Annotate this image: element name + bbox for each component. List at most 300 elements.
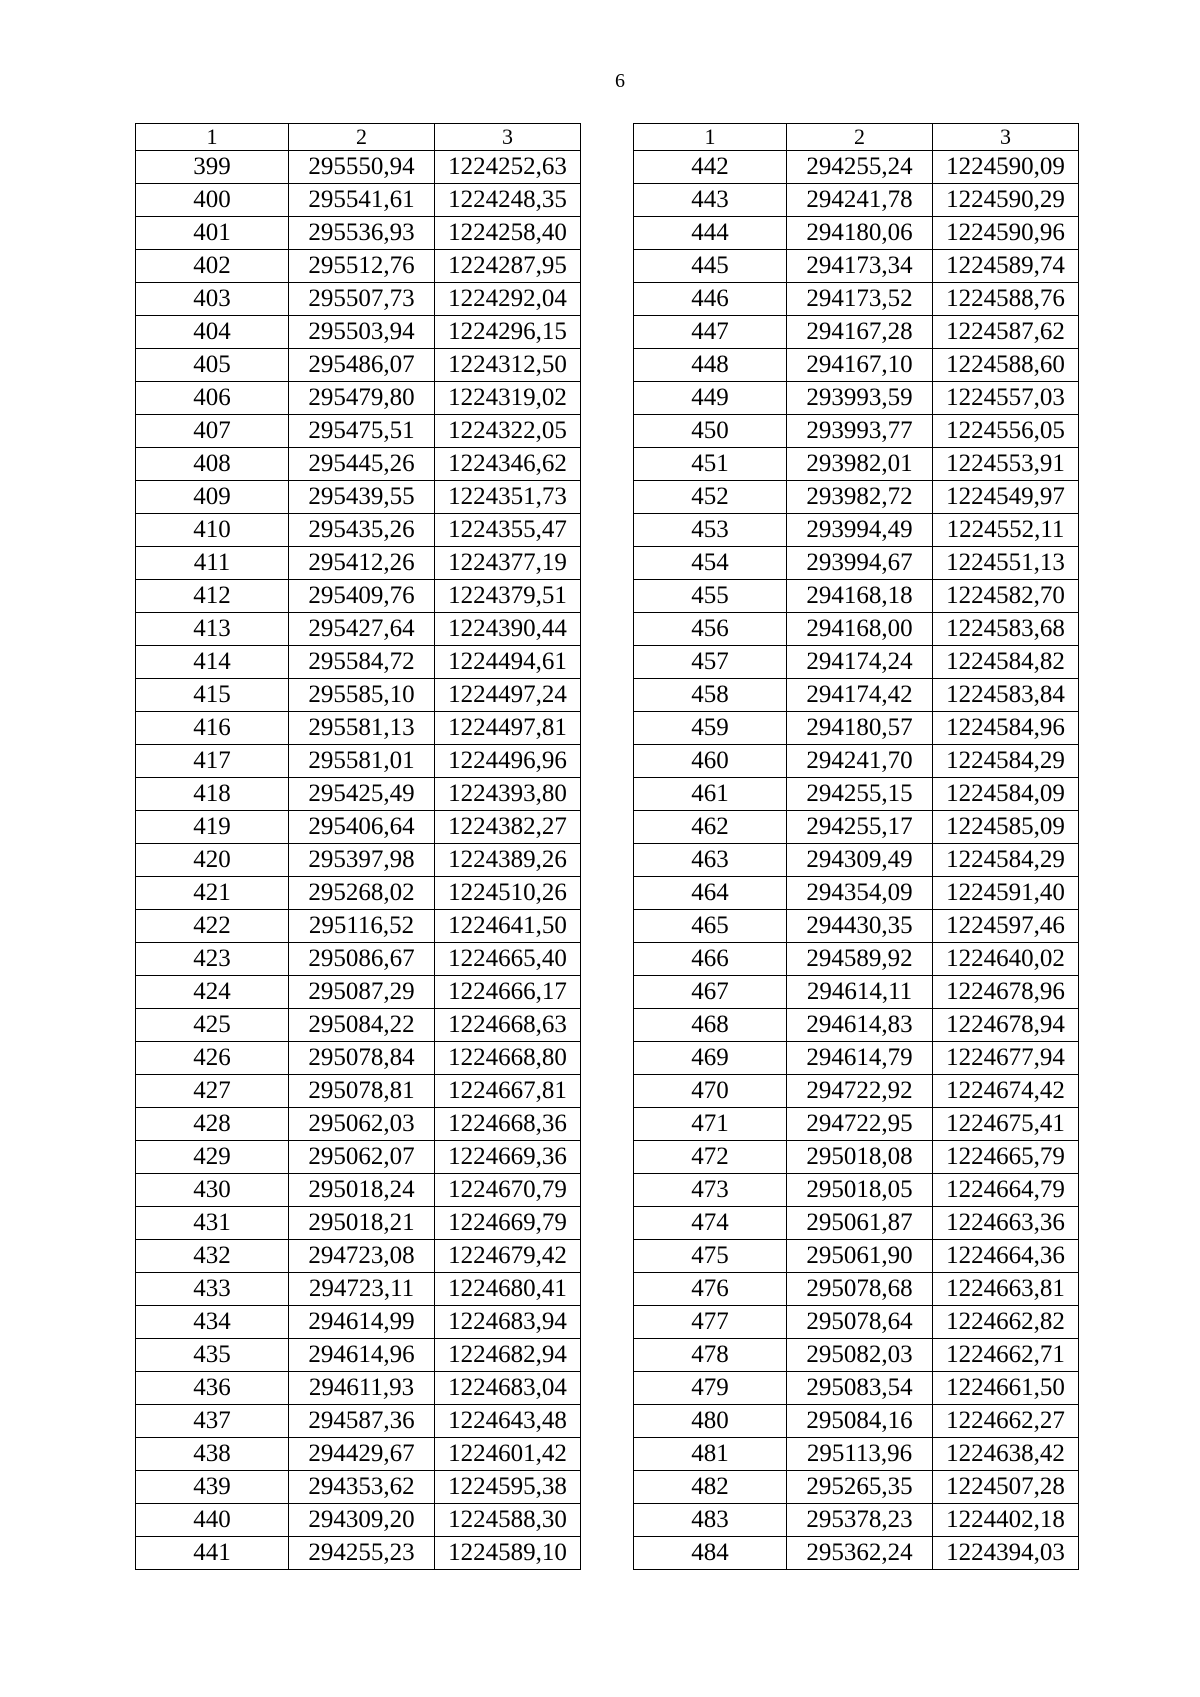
point-number-cell: 404: [136, 316, 289, 349]
x-coordinate-cell: 295486,07: [289, 349, 435, 382]
x-coordinate-cell: 295409,76: [289, 580, 435, 613]
point-number-cell: 446: [634, 283, 787, 316]
y-coordinate-cell: 1224662,82: [933, 1306, 1079, 1339]
table-row: [634, 877, 1079, 910]
table-row: [136, 1339, 581, 1372]
point-number-cell: 437: [136, 1405, 289, 1438]
point-number-cell: 441: [136, 1537, 289, 1570]
y-coordinate-cell: 1224584,96: [933, 712, 1079, 745]
x-coordinate-cell: 294353,62: [289, 1471, 435, 1504]
y-coordinate-cell: 1224595,38: [435, 1471, 581, 1504]
table-row: [634, 1273, 1079, 1306]
x-coordinate-cell: 295084,16: [787, 1405, 933, 1438]
x-coordinate-cell: 295084,22: [289, 1009, 435, 1042]
table-row: [136, 1075, 581, 1108]
y-coordinate-cell: 1224665,79: [933, 1141, 1079, 1174]
point-number-cell: 434: [136, 1306, 289, 1339]
table-row: [136, 1174, 581, 1207]
point-number-cell: 460: [634, 745, 787, 778]
y-coordinate-cell: 1224583,84: [933, 679, 1079, 712]
point-number-cell: 454: [634, 547, 787, 580]
table-row: [634, 613, 1079, 646]
x-coordinate-cell: 294167,28: [787, 316, 933, 349]
table-row: [634, 778, 1079, 811]
y-coordinate-cell: 1224664,79: [933, 1174, 1079, 1207]
point-number-cell: 432: [136, 1240, 289, 1273]
x-coordinate-cell: 295078,84: [289, 1042, 435, 1075]
y-coordinate-cell: 1224497,81: [435, 712, 581, 745]
point-number-cell: 466: [634, 943, 787, 976]
x-coordinate-cell: 294180,57: [787, 712, 933, 745]
y-coordinate-cell: 1224402,18: [933, 1504, 1079, 1537]
y-coordinate-cell: 1224379,51: [435, 580, 581, 613]
table-row: [136, 1438, 581, 1471]
column-header-y: 3: [435, 124, 581, 151]
y-coordinate-cell: 1224683,94: [435, 1306, 581, 1339]
y-coordinate-cell: 1224683,04: [435, 1372, 581, 1405]
y-coordinate-cell: 1224601,42: [435, 1438, 581, 1471]
point-number-cell: 463: [634, 844, 787, 877]
table-row: [634, 1075, 1079, 1108]
x-coordinate-cell: 295425,49: [289, 778, 435, 811]
x-coordinate-cell: 295078,81: [289, 1075, 435, 1108]
y-coordinate-cell: 1224351,73: [435, 481, 581, 514]
table-row: [136, 283, 581, 316]
table-row: [634, 1504, 1079, 1537]
table-row: [634, 547, 1079, 580]
x-coordinate-cell: 293993,77: [787, 415, 933, 448]
y-coordinate-cell: 1224292,04: [435, 283, 581, 316]
y-coordinate-cell: 1224584,29: [933, 844, 1079, 877]
y-coordinate-cell: 1224664,36: [933, 1240, 1079, 1273]
point-number-cell: 476: [634, 1273, 787, 1306]
point-number-cell: 408: [136, 448, 289, 481]
x-coordinate-cell: 294430,35: [787, 910, 933, 943]
table-row: [136, 1240, 581, 1273]
table-row: [634, 745, 1079, 778]
point-number-cell: 458: [634, 679, 787, 712]
y-coordinate-cell: 1224585,09: [933, 811, 1079, 844]
x-coordinate-cell: 294354,09: [787, 877, 933, 910]
y-coordinate-cell: 1224597,46: [933, 910, 1079, 943]
point-number-cell: 472: [634, 1141, 787, 1174]
point-number-cell: 473: [634, 1174, 787, 1207]
x-coordinate-cell: 295512,76: [289, 250, 435, 283]
y-coordinate-cell: 1224507,28: [933, 1471, 1079, 1504]
point-number-cell: 449: [634, 382, 787, 415]
point-number-cell: 482: [634, 1471, 787, 1504]
y-coordinate-cell: 1224675,41: [933, 1108, 1079, 1141]
point-number-cell: 448: [634, 349, 787, 382]
table-row: [634, 151, 1079, 184]
x-coordinate-cell: 294309,49: [787, 844, 933, 877]
x-coordinate-cell: 295581,13: [289, 712, 435, 745]
table-row: [136, 745, 581, 778]
point-number-cell: 416: [136, 712, 289, 745]
y-coordinate-cell: 1224553,91: [933, 448, 1079, 481]
point-number-cell: 430: [136, 1174, 289, 1207]
table-row: [634, 943, 1079, 976]
x-coordinate-cell: 295087,29: [289, 976, 435, 1009]
y-coordinate-cell: 1224589,10: [435, 1537, 581, 1570]
table-row: [136, 547, 581, 580]
table-row: [634, 184, 1079, 217]
table-row: [136, 184, 581, 217]
x-coordinate-cell: 294174,24: [787, 646, 933, 679]
x-coordinate-cell: 294429,67: [289, 1438, 435, 1471]
x-coordinate-cell: 295078,68: [787, 1273, 933, 1306]
table-row: [136, 316, 581, 349]
point-number-cell: 483: [634, 1504, 787, 1537]
point-number-cell: 442: [634, 151, 787, 184]
table-row: [634, 1372, 1079, 1405]
x-coordinate-cell: 293994,67: [787, 547, 933, 580]
table-header-row: [634, 124, 1079, 151]
table-row: [136, 877, 581, 910]
table-row: [634, 1339, 1079, 1372]
x-coordinate-cell: 295541,61: [289, 184, 435, 217]
point-number-cell: 427: [136, 1075, 289, 1108]
point-number-cell: 465: [634, 910, 787, 943]
table-row: [634, 1174, 1079, 1207]
point-number-cell: 453: [634, 514, 787, 547]
y-coordinate-cell: 1224670,79: [435, 1174, 581, 1207]
point-number-cell: 443: [634, 184, 787, 217]
table-row: [634, 1438, 1079, 1471]
x-coordinate-cell: 295018,21: [289, 1207, 435, 1240]
y-coordinate-cell: 1224663,81: [933, 1273, 1079, 1306]
table-row: [136, 580, 581, 613]
table-row: [136, 151, 581, 184]
table-row: [634, 1405, 1079, 1438]
y-coordinate-cell: 1224389,26: [435, 844, 581, 877]
table-row: [136, 811, 581, 844]
point-number-cell: 412: [136, 580, 289, 613]
table-row: [634, 679, 1079, 712]
column-header-y: 3: [933, 124, 1079, 151]
x-coordinate-cell: 295412,26: [289, 547, 435, 580]
table-row: [634, 481, 1079, 514]
y-coordinate-cell: 1224588,30: [435, 1504, 581, 1537]
x-coordinate-cell: 294255,17: [787, 811, 933, 844]
table-row: [136, 778, 581, 811]
x-coordinate-cell: 295507,73: [289, 283, 435, 316]
y-coordinate-cell: 1224588,60: [933, 349, 1079, 382]
point-number-cell: 480: [634, 1405, 787, 1438]
y-coordinate-cell: 1224377,19: [435, 547, 581, 580]
x-coordinate-cell: 295018,05: [787, 1174, 933, 1207]
point-number-cell: 420: [136, 844, 289, 877]
point-number-cell: 457: [634, 646, 787, 679]
point-number-cell: 405: [136, 349, 289, 382]
point-number-cell: 410: [136, 514, 289, 547]
x-coordinate-cell: 295406,64: [289, 811, 435, 844]
table-row: [634, 1471, 1079, 1504]
y-coordinate-cell: 1224252,63: [435, 151, 581, 184]
table-row: [136, 1537, 581, 1570]
x-coordinate-cell: 295585,10: [289, 679, 435, 712]
table-row: [634, 844, 1079, 877]
x-coordinate-cell: 295083,54: [787, 1372, 933, 1405]
point-number-cell: 455: [634, 580, 787, 613]
x-coordinate-cell: 295584,72: [289, 646, 435, 679]
y-coordinate-cell: 1224494,61: [435, 646, 581, 679]
x-coordinate-cell: 295061,87: [787, 1207, 933, 1240]
x-coordinate-cell: 295086,67: [289, 943, 435, 976]
y-coordinate-cell: 1224319,02: [435, 382, 581, 415]
x-coordinate-cell: 295268,02: [289, 877, 435, 910]
table-row: [634, 712, 1079, 745]
table-row: [136, 646, 581, 679]
point-number-cell: 471: [634, 1108, 787, 1141]
table-row: [136, 250, 581, 283]
table-row: [136, 712, 581, 745]
column-header-x: 2: [289, 124, 435, 151]
column-header-x: 2: [787, 124, 933, 151]
x-coordinate-cell: 293993,59: [787, 382, 933, 415]
point-number-cell: 481: [634, 1438, 787, 1471]
x-coordinate-cell: 295479,80: [289, 382, 435, 415]
table-row: [634, 349, 1079, 382]
x-coordinate-cell: 294173,52: [787, 283, 933, 316]
table-row: [136, 1405, 581, 1438]
table-row: [634, 1207, 1079, 1240]
point-number-cell: 461: [634, 778, 787, 811]
y-coordinate-cell: 1224638,42: [933, 1438, 1079, 1471]
x-coordinate-cell: 295113,96: [787, 1438, 933, 1471]
point-number-cell: 459: [634, 712, 787, 745]
y-coordinate-cell: 1224682,94: [435, 1339, 581, 1372]
table-body-left: [136, 151, 581, 1570]
point-number-cell: 411: [136, 547, 289, 580]
table-row: [136, 844, 581, 877]
y-coordinate-cell: 1224258,40: [435, 217, 581, 250]
table-row: [136, 976, 581, 1009]
y-coordinate-cell: 1224678,94: [933, 1009, 1079, 1042]
y-coordinate-cell: 1224668,80: [435, 1042, 581, 1075]
point-number-cell: 462: [634, 811, 787, 844]
point-number-cell: 445: [634, 250, 787, 283]
y-coordinate-cell: 1224582,70: [933, 580, 1079, 613]
x-coordinate-cell: 294255,15: [787, 778, 933, 811]
x-coordinate-cell: 294723,08: [289, 1240, 435, 1273]
point-number-cell: 431: [136, 1207, 289, 1240]
y-coordinate-cell: 1224680,41: [435, 1273, 581, 1306]
y-coordinate-cell: 1224641,50: [435, 910, 581, 943]
table-row: [136, 1471, 581, 1504]
table-row: [136, 1372, 581, 1405]
x-coordinate-cell: 294255,23: [289, 1537, 435, 1570]
point-number-cell: 433: [136, 1273, 289, 1306]
y-coordinate-cell: 1224552,11: [933, 514, 1079, 547]
column-header-number: 1: [634, 124, 787, 151]
table-row: [634, 448, 1079, 481]
y-coordinate-cell: 1224510,26: [435, 877, 581, 910]
table-row: [136, 613, 581, 646]
x-coordinate-cell: 294614,79: [787, 1042, 933, 1075]
x-coordinate-cell: 295116,52: [289, 910, 435, 943]
y-coordinate-cell: 1224382,27: [435, 811, 581, 844]
point-number-cell: 477: [634, 1306, 787, 1339]
point-number-cell: 419: [136, 811, 289, 844]
y-coordinate-cell: 1224496,96: [435, 745, 581, 778]
point-number-cell: 474: [634, 1207, 787, 1240]
table-row: [136, 910, 581, 943]
y-coordinate-cell: 1224668,36: [435, 1108, 581, 1141]
y-coordinate-cell: 1224679,42: [435, 1240, 581, 1273]
point-number-cell: 428: [136, 1108, 289, 1141]
x-coordinate-cell: 294611,93: [289, 1372, 435, 1405]
x-coordinate-cell: 294167,10: [787, 349, 933, 382]
y-coordinate-cell: 1224296,15: [435, 316, 581, 349]
table-row: [634, 1240, 1079, 1273]
x-coordinate-cell: 294587,36: [289, 1405, 435, 1438]
point-number-cell: 438: [136, 1438, 289, 1471]
x-coordinate-cell: 295061,90: [787, 1240, 933, 1273]
table-row: [136, 481, 581, 514]
x-coordinate-cell: 295265,35: [787, 1471, 933, 1504]
x-coordinate-cell: 295427,64: [289, 613, 435, 646]
point-number-cell: 484: [634, 1537, 787, 1570]
table-row: [634, 976, 1079, 1009]
x-coordinate-cell: 295362,24: [787, 1537, 933, 1570]
x-coordinate-cell: 295018,24: [289, 1174, 435, 1207]
y-coordinate-cell: 1224588,76: [933, 283, 1079, 316]
page-number: 6: [615, 70, 625, 92]
point-number-cell: 452: [634, 481, 787, 514]
point-number-cell: 423: [136, 943, 289, 976]
point-number-cell: 417: [136, 745, 289, 778]
y-coordinate-cell: 1224551,13: [933, 547, 1079, 580]
y-coordinate-cell: 1224346,62: [435, 448, 581, 481]
x-coordinate-cell: 294180,06: [787, 217, 933, 250]
coordinates-table-right: [633, 123, 1079, 1570]
y-coordinate-cell: 1224669,79: [435, 1207, 581, 1240]
y-coordinate-cell: 1224393,80: [435, 778, 581, 811]
point-number-cell: 403: [136, 283, 289, 316]
y-coordinate-cell: 1224590,29: [933, 184, 1079, 217]
y-coordinate-cell: 1224674,42: [933, 1075, 1079, 1108]
y-coordinate-cell: 1224666,17: [435, 976, 581, 1009]
table-row: [634, 1141, 1079, 1174]
y-coordinate-cell: 1224589,74: [933, 250, 1079, 283]
y-coordinate-cell: 1224677,94: [933, 1042, 1079, 1075]
table-row: [634, 1306, 1079, 1339]
table-body-right: [634, 151, 1079, 1570]
y-coordinate-cell: 1224669,36: [435, 1141, 581, 1174]
point-number-cell: 421: [136, 877, 289, 910]
point-number-cell: 400: [136, 184, 289, 217]
x-coordinate-cell: 294614,83: [787, 1009, 933, 1042]
y-coordinate-cell: 1224355,47: [435, 514, 581, 547]
y-coordinate-cell: 1224663,36: [933, 1207, 1079, 1240]
point-number-cell: 464: [634, 877, 787, 910]
point-number-cell: 451: [634, 448, 787, 481]
table-row: [634, 1537, 1079, 1570]
point-number-cell: 415: [136, 679, 289, 712]
x-coordinate-cell: 294168,00: [787, 613, 933, 646]
table-row: [136, 514, 581, 547]
table-row: [136, 382, 581, 415]
x-coordinate-cell: 293994,49: [787, 514, 933, 547]
y-coordinate-cell: 1224556,05: [933, 415, 1079, 448]
table-row: [634, 283, 1079, 316]
table-row: [136, 1141, 581, 1174]
point-number-cell: 447: [634, 316, 787, 349]
table-row: [136, 1504, 581, 1537]
point-number-cell: 478: [634, 1339, 787, 1372]
table-row: [634, 646, 1079, 679]
x-coordinate-cell: 295378,23: [787, 1504, 933, 1537]
point-number-cell: 479: [634, 1372, 787, 1405]
point-number-cell: 414: [136, 646, 289, 679]
table-row: [634, 1009, 1079, 1042]
y-coordinate-cell: 1224667,81: [435, 1075, 581, 1108]
y-coordinate-cell: 1224668,63: [435, 1009, 581, 1042]
y-coordinate-cell: 1224640,02: [933, 943, 1079, 976]
point-number-cell: 444: [634, 217, 787, 250]
x-coordinate-cell: 295062,03: [289, 1108, 435, 1141]
point-number-cell: 469: [634, 1042, 787, 1075]
y-coordinate-cell: 1224583,68: [933, 613, 1079, 646]
y-coordinate-cell: 1224549,97: [933, 481, 1079, 514]
x-coordinate-cell: 295435,26: [289, 514, 435, 547]
y-coordinate-cell: 1224394,03: [933, 1537, 1079, 1570]
table-row: [136, 1042, 581, 1075]
point-number-cell: 402: [136, 250, 289, 283]
table-row: [136, 1108, 581, 1141]
point-number-cell: 424: [136, 976, 289, 1009]
x-coordinate-cell: 294309,20: [289, 1504, 435, 1537]
point-number-cell: 450: [634, 415, 787, 448]
point-number-cell: 439: [136, 1471, 289, 1504]
x-coordinate-cell: 295581,01: [289, 745, 435, 778]
point-number-cell: 399: [136, 151, 289, 184]
table-row: [136, 415, 581, 448]
y-coordinate-cell: 1224643,48: [435, 1405, 581, 1438]
table-row: [634, 316, 1079, 349]
point-number-cell: 426: [136, 1042, 289, 1075]
table-row: [634, 580, 1079, 613]
y-coordinate-cell: 1224584,82: [933, 646, 1079, 679]
y-coordinate-cell: 1224584,29: [933, 745, 1079, 778]
point-number-cell: 456: [634, 613, 787, 646]
x-coordinate-cell: 294614,99: [289, 1306, 435, 1339]
x-coordinate-cell: 294174,42: [787, 679, 933, 712]
x-coordinate-cell: 295550,94: [289, 151, 435, 184]
x-coordinate-cell: 295062,07: [289, 1141, 435, 1174]
y-coordinate-cell: 1224287,95: [435, 250, 581, 283]
y-coordinate-cell: 1224587,62: [933, 316, 1079, 349]
table-row: [136, 349, 581, 382]
point-number-cell: 409: [136, 481, 289, 514]
x-coordinate-cell: 294722,95: [787, 1108, 933, 1141]
column-header-number: 1: [136, 124, 289, 151]
x-coordinate-cell: 294241,78: [787, 184, 933, 217]
y-coordinate-cell: 1224591,40: [933, 877, 1079, 910]
table-row: [136, 943, 581, 976]
x-coordinate-cell: 294722,92: [787, 1075, 933, 1108]
table-row: [634, 217, 1079, 250]
y-coordinate-cell: 1224678,96: [933, 976, 1079, 1009]
y-coordinate-cell: 1224497,24: [435, 679, 581, 712]
x-coordinate-cell: 294614,11: [787, 976, 933, 1009]
y-coordinate-cell: 1224312,50: [435, 349, 581, 382]
table-row: [136, 448, 581, 481]
table-row: [634, 415, 1079, 448]
x-coordinate-cell: 295397,98: [289, 844, 435, 877]
y-coordinate-cell: 1224662,71: [933, 1339, 1079, 1372]
